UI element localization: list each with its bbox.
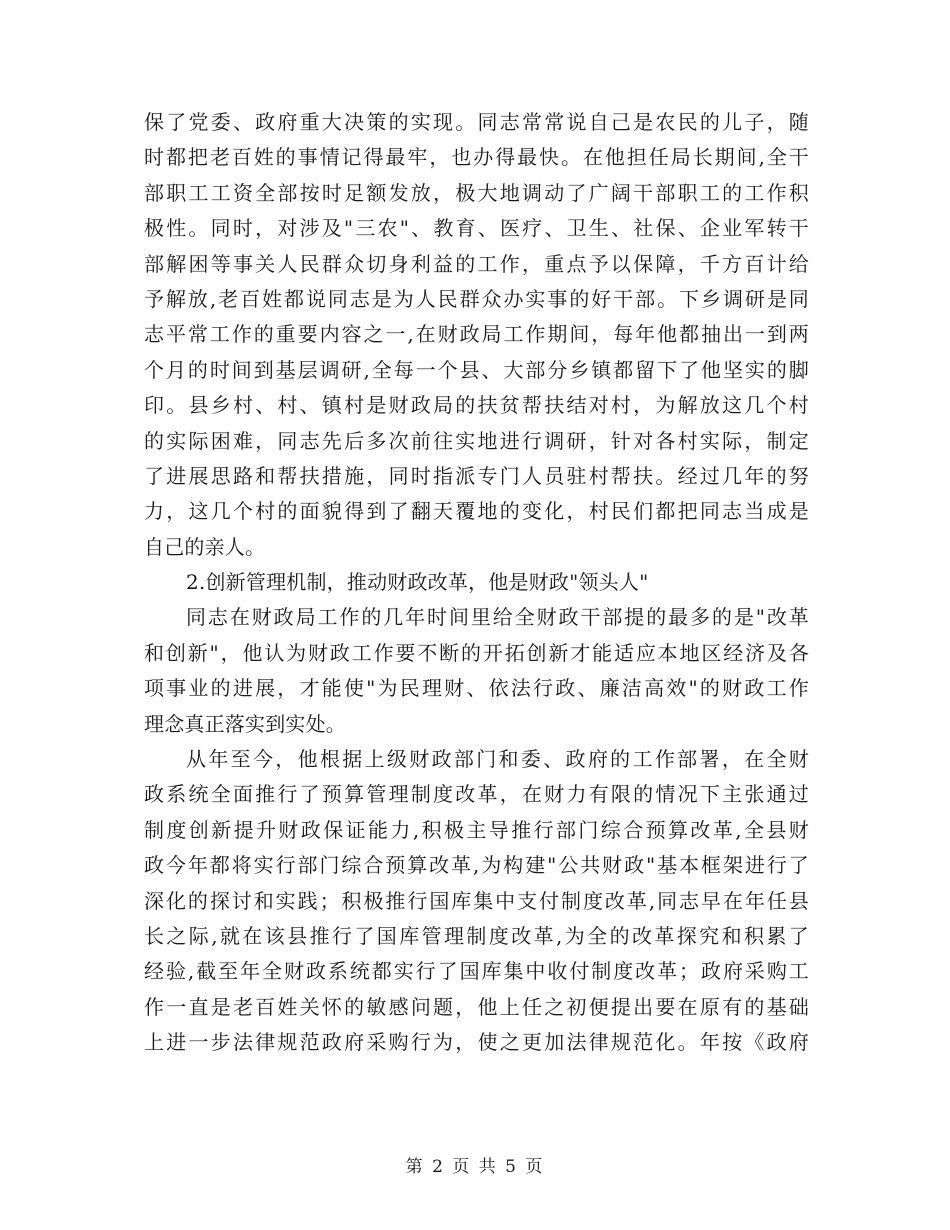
page-number-footer: 第 2 页 共 5 页: [405, 1157, 545, 1177]
text-line: 政今年都将实行部门综合预算改革,为构建"公共财政"基本框架进行了: [144, 853, 809, 878]
text-line: 时都把老百姓的事情记得最牢，也办得最快。在他担任局长期间,全干: [144, 145, 809, 170]
text-line: 长之际,就在该县推行了国库管理制度改革,为全的改革探究和积累了: [144, 923, 809, 948]
text-line: 经验,截至年全财政系统都实行了国库集中收付制度改革；政府采购工: [144, 959, 809, 984]
text-line: 深化的探讨和实践；积极推行国库集中支付制度改革,同志早在年任县: [144, 888, 809, 913]
text-line: 的实际困难，同志先后多次前往实地进行调研，针对各村实际，制定: [144, 428, 809, 453]
text-line: 部职工工资全部按时足额发放，极大地调动了广阔干部职工的工作积: [144, 180, 809, 205]
text-line: 个月的时间到基层调研,全每一个县、大部分乡镇都留下了他坚实的脚: [144, 357, 809, 382]
text-line: 部解困等事关人民群众切身利益的工作，重点予以保障，千方百计给: [144, 251, 809, 276]
text-line: 政系统全面推行了预算管理制度改革，在财力有限的情况下主张通过: [144, 782, 809, 807]
text-line: 和创新"，他认为财政工作要不断的开拓创新才能适应本地区经济及各: [144, 640, 809, 665]
text-line: 印。县乡村、村、镇村是财政局的扶贫帮扶结对村，为解放这几个村: [144, 393, 809, 418]
text-line: 从年至今，他根据上级财政部门和委、政府的工作部署，在全财: [186, 747, 809, 772]
text-line: 上进一步法律规范政府采购行为，使之更加法律规范化。年按《政府: [144, 1030, 809, 1055]
text-line: 志平常工作的重要内容之一,在财政局工作期间，每年他都抽出一到两: [144, 322, 809, 347]
text-line: 予解放,老百姓都说同志是为人民群众办实事的好干部。下乡调研是同: [144, 286, 809, 311]
text-line: 保了党委、政府重大决策的实现。同志常常说自己是农民的儿子，随: [144, 110, 809, 134]
text-line: 理念真正落实到实处。: [144, 711, 346, 736]
text-line: 极性。同时，对涉及"三农"、教育、医疗、卫生、社保、企业军转干: [144, 216, 809, 241]
text-line: 力，这几个村的面貌得到了翻天覆地的变化，村民们都把同志当成是: [144, 499, 809, 524]
text-line: 作一直是老百姓关怀的敏感问题，他上任之初便提出要在原有的基础: [144, 994, 809, 1019]
text-line: 项事业的进展，才能使"为民理财、依法行政、廉洁高效"的财政工作: [144, 676, 809, 701]
section-heading: 2.创新管理机制，推动财政改革，他是财政"领头人": [186, 570, 649, 595]
text-line: 同志在财政局工作的几年时间里给全财政干部提的最多的是"改革: [186, 605, 809, 630]
body-text: [144, 105, 809, 1061]
text-line: 自己的亲人。: [144, 534, 266, 559]
text-line: 了进展思路和帮扶措施，同时指派专门人员驻村帮扶。经过几年的努: [144, 463, 809, 488]
text-line: 制度创新提升财政保证能力,积极主导推行部门综合预算改革,全县财: [144, 817, 809, 842]
